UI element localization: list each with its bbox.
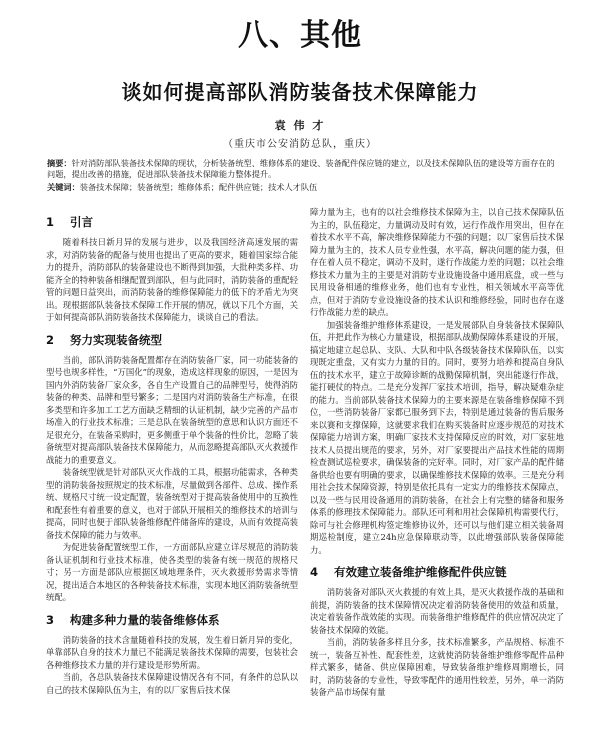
section-heading-text: 引言 — [70, 215, 93, 229]
body-paragraph: 装备统型就是针对部队灭火作战的工具，根据功能需求，各种类型的消防装备按照规定的技术标准，尽量做到各部件、总成、操作系统、规格尺寸统一设定配置，装备统型对于提高装备使用中的互换性和配套性有着重要的意义，也对于部队开展相关的维修技术的培训与提高，同时也便于部队装备维修配件储备库的建设，从而有效提高装备技术保障的能力与效率。 — [46, 467, 298, 540]
affiliation: （重庆市公安消防总队，重庆） — [223, 139, 377, 150]
body-paragraph: 当前，各总队装备技术保障建设情况各有不同，有条件的总队以自己的技术保障队伍为主，有的以厂家售后技术保 — [46, 672, 298, 695]
body-paragraph: 加强装备维护维修体系建设，一是发展部队自身装备技术保障队伍，并把此作为核心力量建设，根据部队战勤保障体系建设的开展，搞定地建立起总队、支队、大队和中队各级装备技术保障队伍，以实现既定重盘，又有实力力量的目的。同时，要努力培养和提高自身队伍的技术水平，建立于故障诊断的战勤保障机制，突出能遂行作战，能打硬仗的特点。二是充分发挥厂家技术培训，指导，解决疑难杂症的能力。当前部队装备技术保障力的主要来源是在装备维修保障不到位，一些消防装备厂家都已服务到下去，特别是通过装备的售后服务来以赛和支撑保障，这就要求我们在购买装备时应逐步规范的对技术保障能力培训方案，明确厂家技术支持保障反应的时效，对厂家驻地技术人员提出规范的要求，另外，对厂家要提出产品技术性能的周期检查测试巡检要求，确保装备的完好率。同时，对厂家产品的配件储备供给也要有明确的要求，以确保维修技术保障的效率。三是充分利用社会技术保障资源，特别是依托具有一定实力的维修技术保障点，以及一些与民用设备通用的消防装备，在社会上有完整的储备和服务体系的修理技术保障能力。部队还可利和用社会保障机构需要代行，除可与社会修理机构签定维修协议外，还可以与他们建立相关装备周期巡检制度，建立24h应急保障联动等，以此增强部队装备保障能力。 — [310, 319, 564, 555]
left-column — [46, 206, 298, 696]
section-heading — [310, 565, 564, 579]
section-number: 4 — [310, 565, 319, 579]
section-number: 2 — [46, 332, 55, 347]
section-number: 3 — [46, 612, 55, 627]
right-column — [310, 206, 564, 699]
body-paragraph: 随着科技日新月异的发展与进步，以及我国经济高速发展的需求，对消防装备的配备与使用也提出了更高的要求，随着国家综合能力的提升，消防部队的装备建设也不断得到加强，大批种类多样、功能齐全的特种装备相继配置到部队，但与此同时，消防装备的重配轻管的问题日益突出，而消防装备的维修保障能力的低下的矛盾尤为突出。现根据部队装备技术保障工作开展的情况，就以下几个方面，关于如何提高部队消防装备技术保障能力，谈谈自己的看法。 — [46, 237, 298, 322]
section-heading — [46, 215, 298, 229]
body-paragraph: 当前，部队消防装备配置都存在消防装备厂家，同一功能装备的型号也规多样性，“万国化”的现象，造成这样现象的原因，一是因为国内外消防装备厂家众多，各自生产设置自己的品牌型号，使得消防装备的种类、品牌和型号繁多；二是国内对消防装备生产标准，在很多类型和许多加工工艺方面缺乏精细的认证机制，缺少完善的产品市场准入的行业技术标准；三是总队在装备统型的意思和认识方面还不足很充分，在装备采购时，更多侧重于单个装备的性价比，忽略了装备统型对提高部队装备技术保障能力，从而忽略提高部队灭火救援作战能力的重要意义。 — [46, 354, 298, 465]
body-paragraph: 消防装备的技术含量随着科技的发展，发生着日新月异的变化，单靠部队自身的技术力量已不能满足装备技术保障的需要，包装社会各种维修技术力量的并行建设是形势所需。 — [46, 634, 298, 670]
abstract-text: 针对消防部队装备技术保障的现状，分析装备统型、维修体系的建设、装备配件保应链的建立，以及技术保障队伍的建设等方面存在的问题，提出改善的措施，促进部队装备技术保障能力整体提升。 — [47, 158, 555, 179]
section-title: 八、其他 — [238, 18, 362, 53]
paper-title: 谈如何提高部队消防装备技术保障能力 — [121, 80, 479, 104]
keywords-text: 装备技术保障；装备统型；维修体系；配件供应链；技术人才队伍 — [79, 182, 318, 192]
abstract — [47, 158, 562, 180]
body-paragraph: 当前，消防装备多样且分多，技术标准繁多，产品规格、标准不统一，装备互补性、配套性差，这就使消防装备维护维修零配件品种样式繁多，储备、供应保障困难，导致装备维护维修周期增长，同时，消防装备的专业性，导致零配件的通用性较差，另外，单一消防装备产品市场保有量 — [310, 637, 564, 697]
author: 袁 伟 才 — [274, 119, 326, 132]
keywords — [47, 182, 562, 193]
section-heading-text: 努力实现装备统型 — [70, 332, 162, 347]
abstract-label: 摘要： — [47, 158, 72, 168]
body-paragraph: 障力量为主，也有的以社会维修技术保障为主，以自己技术保障队伍为主的，队伍稳定，力量调动及时有效，运行作战作用突出，但存在着技术水平不高，解决维修保障能力不强的问题；以厂家售后技术保障力量为主的，技术人员专业性强，水平高，解决问题的能力强，但存在着人员不稳定，调动不及时，遂行作战能力差的问题；以社会维修技术力量为主的主要是对消防专业设施设备中通用底盘，或一些与民用设备相通的维修业务，他们也有专业性，相关领域水平高等优点，但对于消防专业设施设备的技术认识和维修经验，同时也存在遂行作战能力差的缺点。 — [310, 207, 564, 317]
section-heading-text: 构建多种力量的装备维修体系 — [70, 612, 220, 627]
keywords-label: 关键词： — [47, 182, 80, 192]
body-paragraph: 为促进装备配置统型工作，一方面部队应建立详尽规范的消防装备认证机制和行业技术标准，使各类型的装备有统一规范的规格尺寸；另一方面是部队应根据区域地理条件，灭火救援形势需求等情况，提出适合本地区的各种装备技术标准，实现本地区消防装备统型统配。 — [46, 542, 298, 602]
body-paragraph: 消防装备对部队灭火救援的有效上具，是灭火救援作战的基础和前提，消防装备的技术保障情况决定着消防装备使用的效益和质量，决定着装备作战效能的实现。而装备维护维修配件的供应情况决定了装备技术保障的效能。 — [310, 587, 564, 635]
section-heading — [46, 333, 298, 347]
section-number: 1 — [46, 215, 55, 229]
section-heading-text: 有效建立装备维护维修配件供应链 — [334, 565, 507, 579]
section-heading — [46, 613, 298, 627]
